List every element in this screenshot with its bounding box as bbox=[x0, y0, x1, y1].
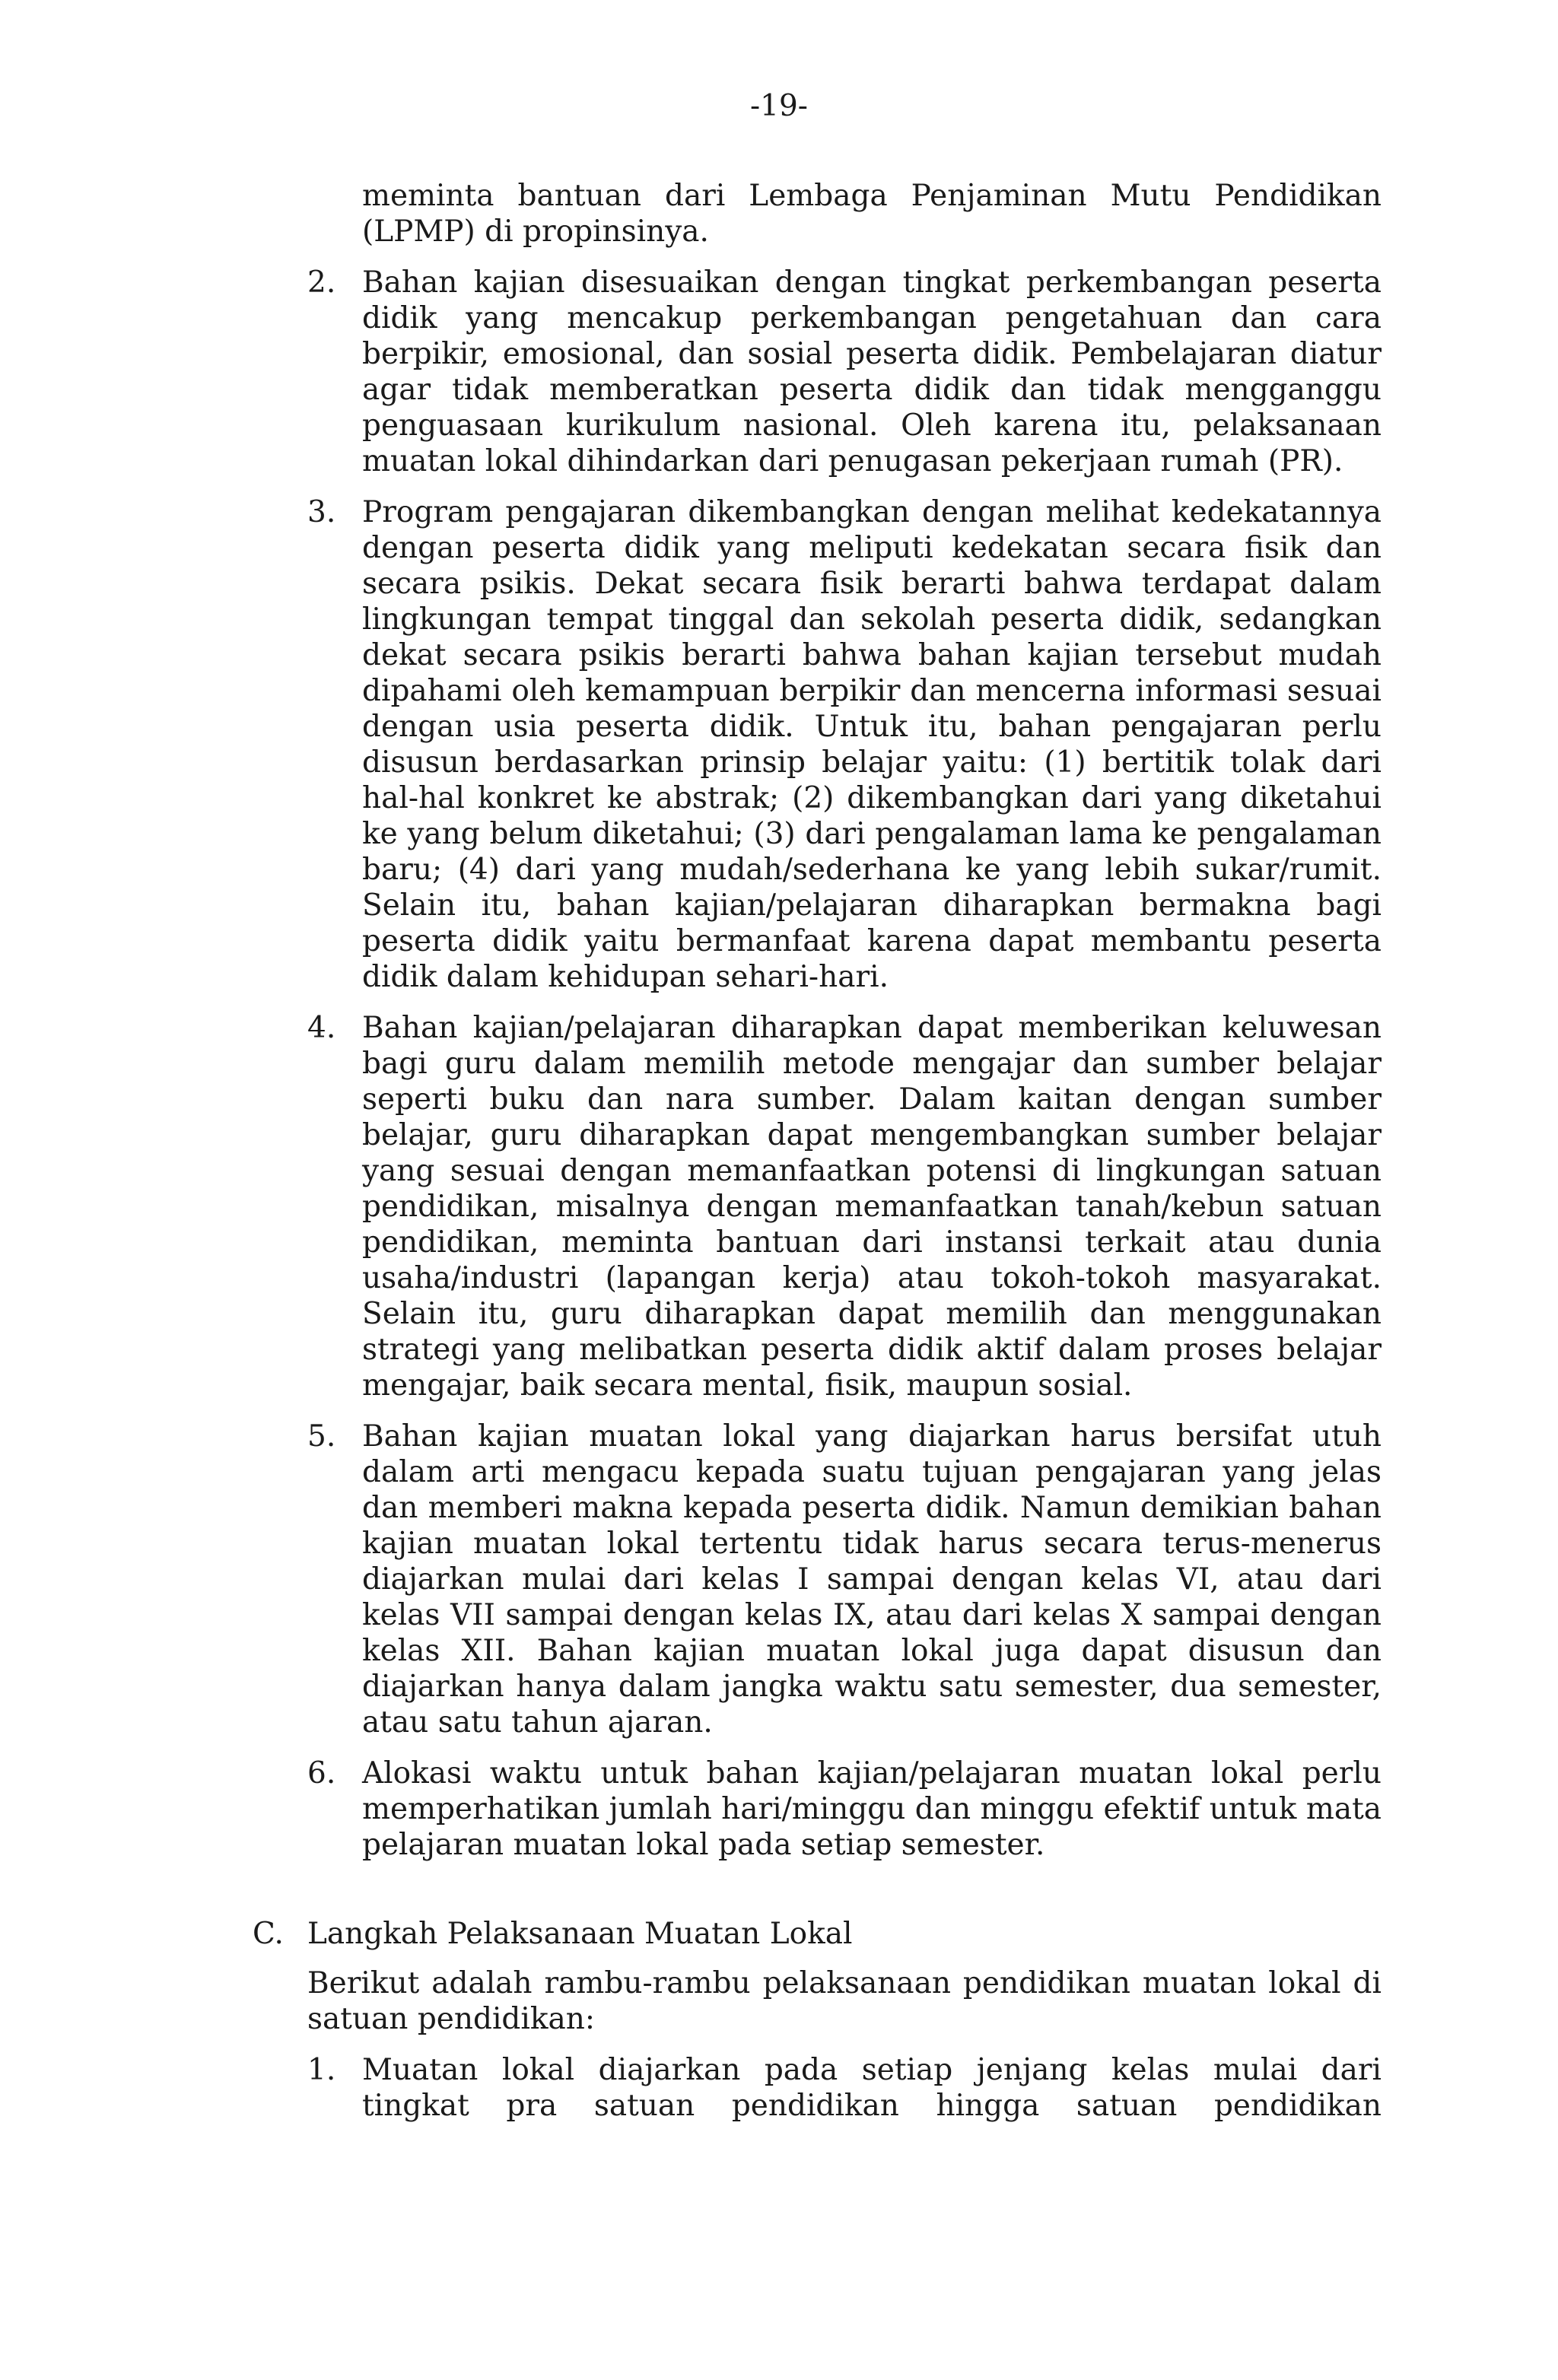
list-item-text: Muatan lokal diajarkan pada setiap jenjang kelas mulai dari tingkat pra satuan pendidikan hingga satuan pendidikan bbox=[362, 2053, 1382, 2123]
list-item-6 bbox=[307, 1756, 1382, 1863]
list-item-number: 2. bbox=[307, 265, 336, 300]
section-heading bbox=[253, 1916, 1382, 1952]
section-letter: C. bbox=[253, 1917, 284, 1951]
list-item-number: 6. bbox=[307, 1756, 336, 1791]
section-list-item-1 bbox=[307, 2052, 1382, 2124]
list-item-text: Bahan kajian muatan lokal yang diajarkan harus bersifat utuh dalam arti mengacu kepada suatu tujuan pengajaran yang jelas dan memberi makna kepada peserta didik. Namun demikian bahan kajian muatan lokal tertentu tidak harus secara terus-menerus diajarkan mulai dari kelas I sampai dengan kelas VI, atau dari kelas VII sampai dengan kelas IX, atau dari kelas X sampai dengan kelas XII. Bahan kajian muatan lokal juga dapat disusun dan diajarkan hanya dalam jangka waktu satu semester, dua semester, atau satu tahun ajaran. bbox=[362, 1419, 1382, 1740]
list-item-text: Program pengajaran dikembangkan dengan melihat kedekatannya dengan peserta didik yang meliputi kedekatan secara fisik dan secara psikis. Dekat secara fisik berarti bahwa terdapat dalam lingkungan tempat tinggal dan sekolah peserta didik, sedangkan dekat secara psikis berarti bahwa bahan kajian tersebut mudah dipahami oleh kemampuan berpikir dan mencerna informasi sesuai dengan usia peserta didik. Untuk itu, bahan pengajaran perlu disusun berdasarkan prinsip belajar yaitu: (1) bertitik tolak dari hal-hal konkret ke abstrak; (2) dikembangkan dari yang diketahui ke yang belum diketahui; (3) dari pengalaman lama ke pengalaman baru; (4) dari yang mudah/sederhana ke yang lebih sukar/rumit. Selain itu, bahan kajian/pelajaran diharapkan bermakna bagi peserta didik yaitu bermanfaat karena dapat membantu peserta didik dalam kehidupan sehari-hari. bbox=[362, 495, 1382, 994]
list-item-number: 5. bbox=[307, 1419, 336, 1454]
page-content bbox=[0, 178, 1558, 2124]
list-item-5 bbox=[307, 1419, 1382, 1740]
section-intro-paragraph: Berikut adalah rambu-rambu pelaksanaan pendidikan muatan lokal di satuan pendidikan: bbox=[307, 1966, 1382, 2036]
list-item-number: 1. bbox=[307, 2053, 336, 2087]
list-item-number: 3. bbox=[307, 495, 336, 529]
list-item-4 bbox=[307, 1010, 1382, 1403]
list-item-3 bbox=[307, 494, 1382, 995]
list-item-text: Alokasi waktu untuk bahan kajian/pelajaran muatan lokal perlu memperhatikan jumlah hari/minggu dan minggu efektif untuk mata pelajaran muatan lokal pada setiap semester. bbox=[362, 1756, 1382, 1862]
list-item-number: 4. bbox=[307, 1011, 336, 1045]
list-item-text: Bahan kajian/pelajaran diharapkan dapat memberikan keluwesan bagi guru dalam memilih metode mengajar dan sumber belajar seperti buku dan nara sumber. Dalam kaitan dengan sumber belajar, guru diharapkan dapat mengembangkan sumber belajar yang sesuai dengan memanfaatkan potensi di lingkungan satuan pendidikan, misalnya dengan memanfaatkan tanah/kebun satuan pendidikan, meminta bantuan dari instansi terkait atau dunia usaha/industri (lapangan kerja) atau tokoh-tokoh masyarakat. Selain itu, guru diharapkan dapat memilih dan menggunakan strategi yang melibatkan peserta didik aktif dalam proses belajar mengajar, baik secara mental, fisik, maupun sosial. bbox=[362, 1011, 1382, 1403]
section-title: Langkah Pelaksanaan Muatan Lokal bbox=[307, 1917, 853, 1951]
list-item-text: Bahan kajian disesuaikan dengan tingkat perkembangan peserta didik yang mencakup perkembangan pengetahuan dan cara berpikir, emosional, dan sosial peserta didik. Pembelajaran diatur agar tidak memberatkan peserta didik dan tidak mengganggu penguasaan kurikulum nasional. Oleh karena itu, pelaksanaan muatan lokal dihindarkan dari penugasan pekerjaan rumah (PR). bbox=[362, 265, 1382, 478]
continuation-paragraph: meminta bantuan dari Lembaga Penjaminan Mutu Pendidikan (LPMP) di propinsinya. bbox=[362, 179, 1382, 249]
list-item-2 bbox=[307, 265, 1382, 479]
page-number: -19- bbox=[750, 89, 808, 123]
